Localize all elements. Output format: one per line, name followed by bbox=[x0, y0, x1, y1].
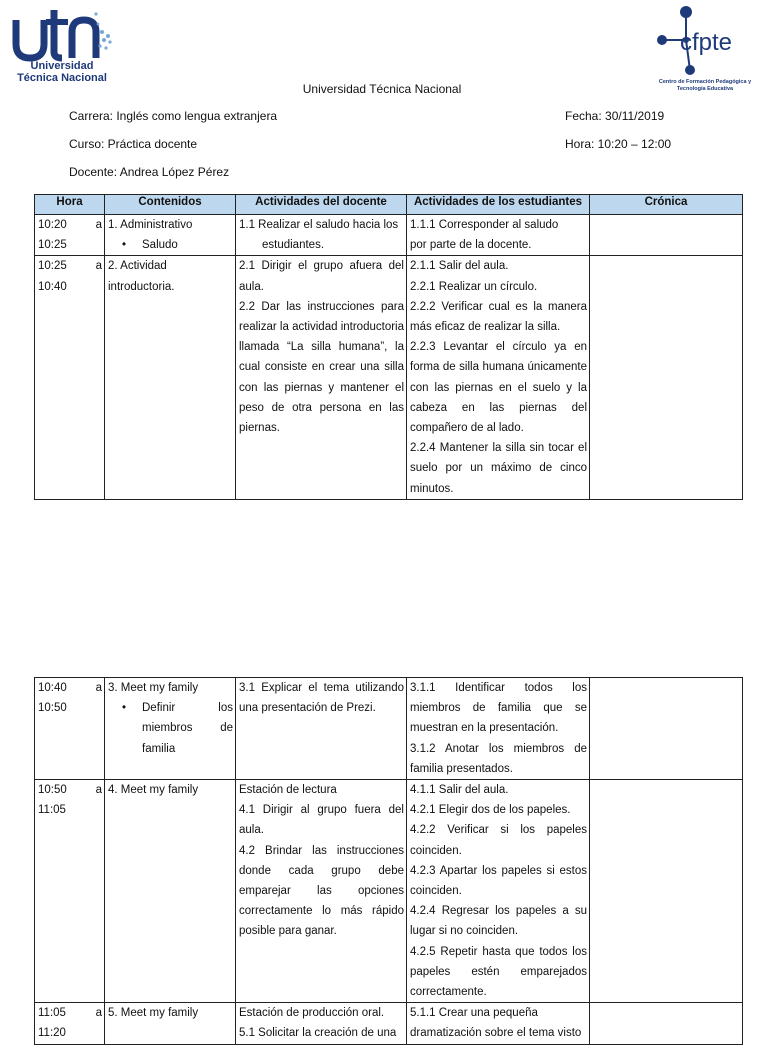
header-contenidos: Contenidos bbox=[105, 195, 236, 215]
estudiantes-item: 3.1.1 Identificar todos los miembros de familia que se muestran en la presentación. bbox=[410, 682, 587, 735]
contenido-cell bbox=[105, 678, 236, 780]
contenido-title: 3. Meet my family bbox=[108, 682, 199, 694]
estudiantes-item: 4.2.5 Repetir hasta que todos los papeles estén emparejados correctamente. bbox=[410, 945, 587, 999]
hora-cell bbox=[35, 1003, 105, 1044]
utn-name-line1: Universidad bbox=[30, 60, 94, 72]
cfpte-logo bbox=[652, 4, 758, 64]
header-actividades-docente: Actividades del docente bbox=[236, 195, 407, 215]
table-row bbox=[35, 215, 743, 256]
hora-start: 10:50 bbox=[38, 784, 67, 797]
hora-end: 11:05 bbox=[38, 804, 66, 817]
docente-item: Estación de lectura bbox=[239, 784, 337, 797]
cfpte-caption-line1: Centro de Formación Pedagógica y bbox=[658, 79, 752, 85]
docente-cell bbox=[236, 215, 407, 256]
contenido-cell bbox=[105, 256, 236, 499]
contenido-line: introductoria. bbox=[108, 280, 175, 293]
contenido-line: 2. Actividad bbox=[108, 260, 167, 273]
estudiantes-line: 1.1.1 Corresponder al saludo bbox=[410, 219, 559, 231]
estudiantes-cell bbox=[407, 1003, 590, 1044]
lesson-plan-table-continued bbox=[34, 677, 743, 1045]
utn-name-line2: Técnica Nacional bbox=[17, 72, 107, 84]
hora-cell bbox=[35, 215, 105, 256]
estudiantes-item: 2.2.3 Levantar el círculo ya en forma de silla humana únicamente con las piernas en el suelo y la cabeza en las piernas del compañero de al lado. bbox=[410, 341, 587, 435]
hora-sep: a bbox=[95, 682, 102, 694]
contenido-title: 4. Meet my family bbox=[108, 784, 199, 797]
hora-end: 10:50 bbox=[38, 702, 67, 715]
docente-line: 1.1 Realizar el saludo hacia los bbox=[239, 219, 399, 231]
cronica-cell bbox=[590, 678, 743, 780]
docente-cell bbox=[236, 780, 407, 1003]
docente-item: 5.1 Solicitar la creación de una bbox=[239, 1027, 397, 1040]
cfpte-caption-line2: Tecnología Educativa bbox=[676, 85, 734, 92]
contenido-title: 5. Meet my family bbox=[108, 1007, 199, 1020]
hora-start: 10:20 bbox=[38, 219, 67, 231]
contenido-cell bbox=[105, 1003, 236, 1044]
docente-line: estudiantes. bbox=[262, 239, 325, 252]
fecha-field: Fecha: 30/11/2019 bbox=[565, 109, 665, 123]
estudiantes-line: por parte de la docente. bbox=[410, 239, 532, 252]
docente-item: 3.1 Explicar el tema utilizando una presentación de Prezi. bbox=[239, 682, 404, 715]
estudiantes-item: 4.2.1 Elegir dos de los papeles. bbox=[410, 804, 571, 817]
contenido-cell bbox=[105, 215, 236, 256]
cronica-cell bbox=[590, 215, 743, 256]
hora-end: 11:20 bbox=[38, 1027, 66, 1040]
table-row bbox=[35, 256, 743, 499]
header-hora: Hora bbox=[35, 195, 105, 215]
estudiantes-item: 4.1.1 Salir del aula. bbox=[410, 784, 509, 797]
docente-cell bbox=[236, 256, 407, 499]
docente-cell bbox=[236, 1003, 407, 1044]
estudiantes-item: 2.1.1 Salir del aula. bbox=[410, 260, 509, 273]
estudiantes-cell bbox=[407, 678, 590, 780]
table-header-row bbox=[35, 195, 743, 215]
table-row bbox=[35, 1003, 743, 1044]
curso-field: Curso: Práctica docente bbox=[69, 137, 198, 151]
utn-logo-mark bbox=[12, 6, 122, 66]
header-actividades-estudiantes: Actividades de los estudiantes bbox=[407, 195, 590, 215]
lesson-plan-table bbox=[34, 194, 743, 500]
docente-item: 4.1 Dirigir al grupo fuera del aula. bbox=[239, 804, 404, 837]
estudiantes-item: 5.1.1 Crear una pequeña bbox=[410, 1007, 538, 1020]
cronica-cell bbox=[590, 1003, 743, 1044]
hora-sep: a bbox=[95, 1007, 102, 1020]
docente-item: 4.2 Brindar las instrucciones donde cada grupo debe emparejar las opciones correctamente lo más rápido posible para ganar. bbox=[239, 844, 404, 938]
docente-item: 2.2 Dar las instrucciones para realizar la actividad introductoria llamada “La silla humana”, la cual consiste en crear una silla con las piernas y mantener el peso de otra persona en las piernas. bbox=[239, 300, 404, 435]
hora-end: 10:25 bbox=[38, 239, 67, 252]
estudiantes-item: 2.2.1 Realizar un círculo. bbox=[410, 280, 538, 293]
estudiantes-item: dramatización sobre el tema visto bbox=[410, 1027, 582, 1040]
hora-cell bbox=[35, 780, 105, 1003]
contenido-title: 1. Administrativo bbox=[108, 219, 193, 231]
estudiantes-item: 2.2.4 Mantener la silla sin tocar el suelo por un máximo de cinco minutos. bbox=[410, 442, 587, 495]
hora-end: 10:40 bbox=[38, 280, 67, 293]
hora-sep: a bbox=[95, 219, 102, 231]
docente-cell bbox=[236, 678, 407, 780]
cfpte-wordmark: cfpte bbox=[680, 29, 733, 56]
list-item: • Definir los miembros de familia bbox=[108, 698, 233, 759]
estudiantes-item: 3.1.2 Anotar los miembros de familia presentados. bbox=[410, 742, 587, 775]
estudiantes-item: 2.2.2 Verificar cual es la manera más eficaz de realizar la silla. bbox=[410, 300, 587, 334]
carrera-field: Carrera: Inglés como lengua extranjera bbox=[69, 109, 278, 123]
hora-start: 10:40 bbox=[38, 682, 67, 694]
cronica-cell bbox=[590, 780, 743, 1003]
cronica-cell bbox=[590, 256, 743, 499]
table-row bbox=[35, 780, 743, 1003]
docente-field: Docente: Andrea López Pérez bbox=[69, 165, 230, 179]
docente-item: 2.1 Dirigir el grupo afuera del aula. bbox=[239, 260, 404, 293]
hora-cell bbox=[35, 256, 105, 499]
hora-sep: a bbox=[95, 784, 102, 797]
hora-start: 10:25 bbox=[38, 260, 67, 273]
hora-start: 11:05 bbox=[38, 1007, 66, 1020]
docente-item: Estación de producción oral. bbox=[239, 1007, 385, 1020]
estudiantes-item: 4.2.2 Verificar si los papeles coinciden. bbox=[410, 824, 587, 857]
hora-sep: a bbox=[95, 260, 102, 273]
cfpte-logo-mark bbox=[652, 4, 758, 80]
hora-cell bbox=[35, 678, 105, 780]
hora-field: Hora: 10:20 – 12:00 bbox=[565, 137, 672, 151]
estudiantes-item: 4.2.3 Apartar los papeles si estos coinciden. bbox=[410, 864, 587, 898]
contenido-cell bbox=[105, 780, 236, 1003]
header-cronica: Crónica bbox=[590, 195, 743, 215]
estudiantes-cell bbox=[407, 215, 590, 256]
utn-logo-caption bbox=[12, 60, 112, 84]
document-title: Universidad Técnica Nacional bbox=[302, 82, 462, 96]
list-item: • Saludo bbox=[108, 235, 233, 255]
bullet-text: Definir los miembros de familia bbox=[142, 702, 233, 755]
estudiantes-cell bbox=[407, 256, 590, 499]
bullet-text: Saludo bbox=[142, 239, 178, 252]
table-row bbox=[35, 678, 743, 780]
estudiantes-item: 4.2.4 Regresar los papeles a su lugar si no coinciden. bbox=[410, 905, 587, 938]
estudiantes-cell bbox=[407, 780, 590, 1003]
